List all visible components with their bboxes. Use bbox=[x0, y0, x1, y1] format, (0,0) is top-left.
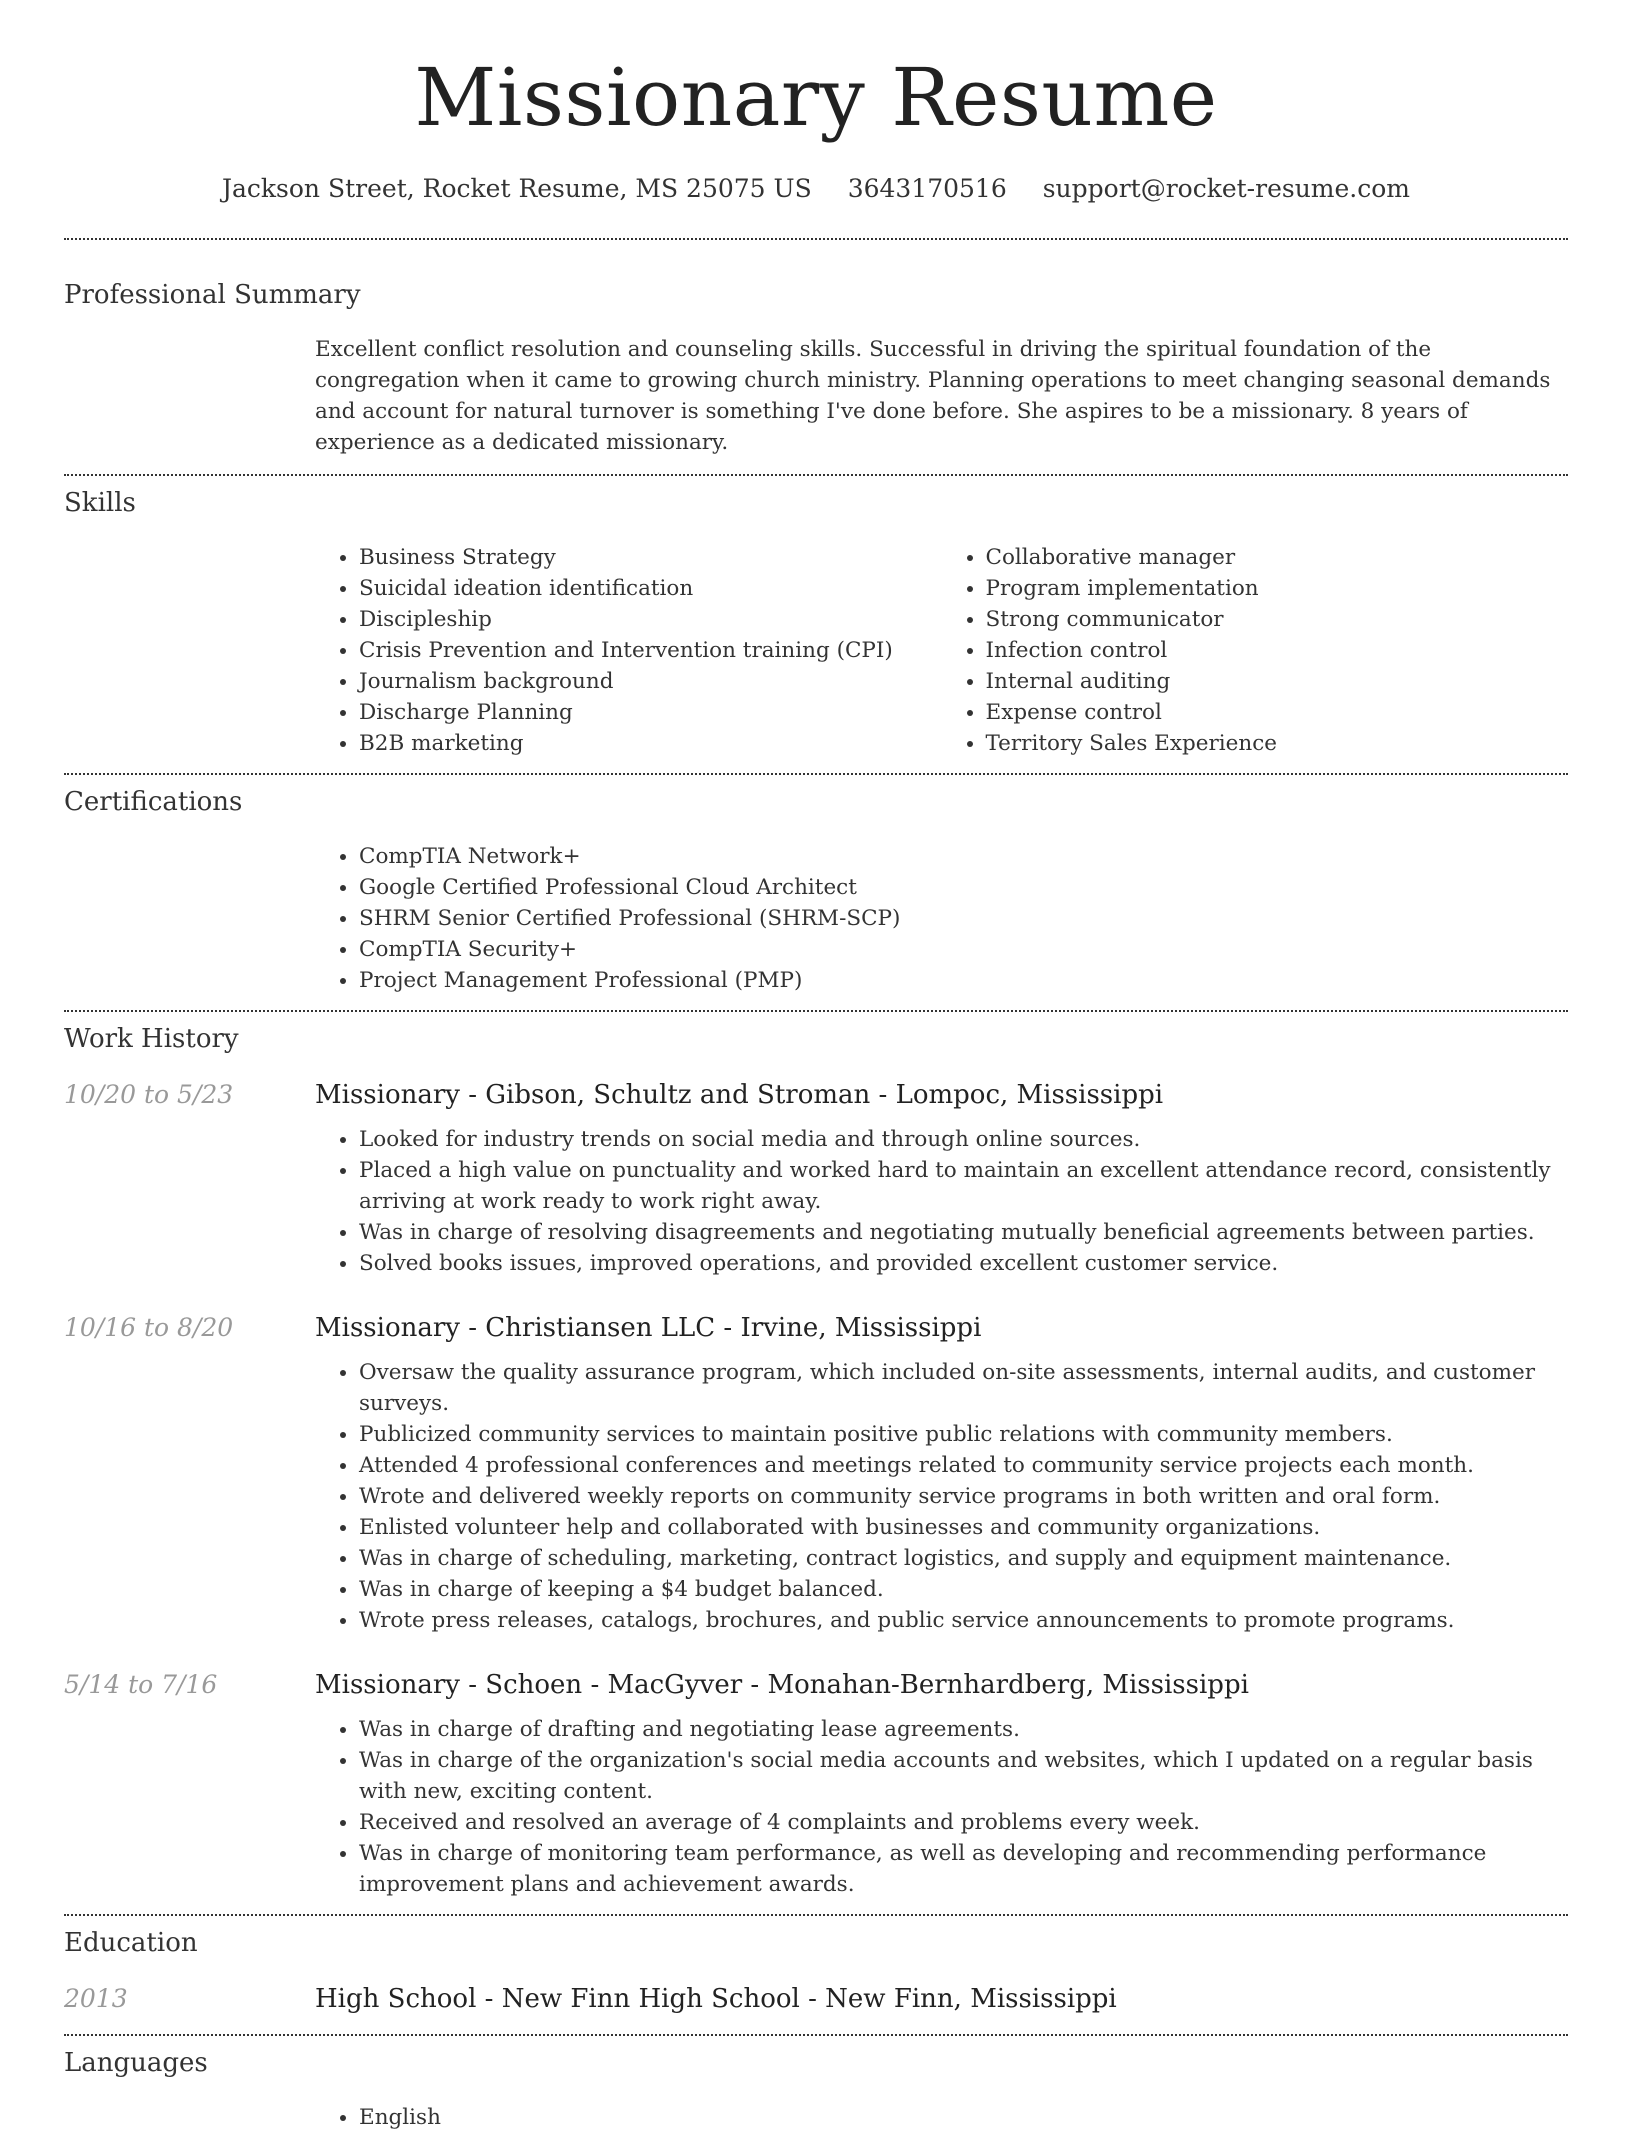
email: support@rocket-resume.com bbox=[1042, 174, 1411, 203]
skills-column-right bbox=[942, 542, 1569, 759]
job-dates: 10/16 to 8/20 bbox=[64, 1313, 234, 1342]
job-entry bbox=[64, 1670, 1568, 1900]
summary-text: Excellent conflict resolution and counseling skills. Successful in driving the spiritual foundation of the congregation when it came to growing church ministry. Planning operations to meet changing seasonal demands and account for natural turnover is something I've done before. She aspires to be a missionary. 8 years of experience as a dedicated missionary. bbox=[315, 337, 1551, 455]
divider bbox=[64, 773, 1568, 775]
list-item: • Publicized community services to maintain positive public relations with community members. bbox=[359, 1419, 1568, 1450]
skills-column-left bbox=[315, 542, 942, 759]
list-item: • Wrote and delivered weekly reports on community service programs in both written and oral form. bbox=[359, 1481, 1568, 1512]
divider bbox=[64, 238, 1568, 240]
list-item: • Collaborative manager bbox=[986, 542, 1569, 573]
list-item: • Journalism background bbox=[359, 666, 942, 697]
list-item: • Enlisted volunteer help and collaborated with businesses and community organizations. bbox=[359, 1512, 1568, 1543]
education-entry bbox=[64, 1984, 1568, 2014]
divider bbox=[64, 474, 1568, 476]
divider bbox=[64, 2034, 1568, 2036]
list-item: • Was in charge of resolving disagreements and negotiating mutually beneficial agreements between parties. bbox=[359, 1217, 1568, 1248]
list-item: • Internal auditing bbox=[986, 666, 1569, 697]
job-title: Missionary - Christiansen LLC - Irvine, Mississippi bbox=[315, 1313, 982, 1343]
list-item: • Infection control bbox=[986, 635, 1569, 666]
list-item: • Looked for industry trends on social media and through online sources. bbox=[359, 1124, 1568, 1155]
divider bbox=[64, 1914, 1568, 1916]
job-bullets bbox=[315, 1357, 1568, 1636]
list-item: • Attended 4 professional conferences and meetings related to community service projects each month. bbox=[359, 1450, 1568, 1481]
list-item: • Suicidal ideation identification bbox=[359, 573, 942, 604]
certifications-list bbox=[315, 841, 1568, 996]
list-item: • CompTIA Security+ bbox=[359, 934, 1568, 965]
list-item: • CompTIA Network+ bbox=[359, 841, 1568, 872]
list-item: • Placed a high value on punctuality and worked hard to maintain an excellent attendance record, consistently arriving at work ready to work right away. bbox=[359, 1155, 1568, 1217]
education-year: 2013 bbox=[64, 1984, 128, 2013]
list-item: • Strong communicator bbox=[986, 604, 1569, 635]
list-item: • Was in charge of scheduling, marketing, contract logistics, and supply and equipment maintenance. bbox=[359, 1543, 1568, 1574]
section-title-work-history: Work History bbox=[64, 1024, 239, 1054]
list-item: • Was in charge of drafting and negotiating lease agreements. bbox=[359, 1714, 1568, 1745]
address: Jackson Street, Rocket Resume, MS 25075 US bbox=[221, 174, 812, 203]
list-item: • Solved books issues, improved operations, and provided excellent customer service. bbox=[359, 1248, 1568, 1279]
list-item: • Was in charge of keeping a $4 budget balanced. bbox=[359, 1574, 1568, 1605]
list-item: • Was in charge of the organization's social media accounts and websites, which I updated on a regular basis with new, exciting content. bbox=[359, 1745, 1568, 1807]
list-item: • Received and resolved an average of 4 complaints and problems every week. bbox=[359, 1807, 1568, 1838]
contact-line bbox=[64, 174, 1568, 203]
list-item: • English bbox=[359, 2102, 1568, 2133]
list-item: • Was in charge of monitoring team performance, as well as developing and recommending performance improvement plans and achievement awards. bbox=[359, 1838, 1568, 1900]
list-item: • Google Certified Professional Cloud Architect bbox=[359, 872, 1568, 903]
section-title-summary: Professional Summary bbox=[64, 280, 361, 310]
skills-list bbox=[315, 542, 1568, 759]
section-title-skills: Skills bbox=[64, 488, 136, 518]
section-title-certifications: Certifications bbox=[64, 787, 243, 817]
list-item: • Discipleship bbox=[359, 604, 942, 635]
list-item: • SHRM Senior Certified Professional (SHRM-SCP) bbox=[359, 903, 1568, 934]
list-item: • B2B marketing bbox=[359, 728, 942, 759]
resume-title: Missionary Resume bbox=[414, 51, 1218, 144]
list-item: • Project Management Professional (PMP) bbox=[359, 965, 1568, 996]
divider bbox=[64, 1010, 1568, 1012]
job-entry bbox=[64, 1080, 1568, 1279]
job-bullets bbox=[315, 1714, 1568, 1900]
job-title: Missionary - Gibson, Schultz and Stroman - Lompoc, Mississippi bbox=[315, 1080, 1164, 1110]
job-dates: 10/20 to 5/23 bbox=[64, 1080, 234, 1109]
phone: 3643170516 bbox=[847, 174, 1007, 203]
section-title-languages: Languages bbox=[64, 2048, 208, 2078]
list-item: • Business Strategy bbox=[359, 542, 942, 573]
education-title: High School - New Finn High School - New Finn, Mississippi bbox=[315, 1984, 1117, 2014]
list-item: • Program implementation bbox=[986, 573, 1569, 604]
list-item: • Crisis Prevention and Intervention training (CPI) bbox=[359, 635, 942, 666]
list-item: • Expense control bbox=[986, 697, 1569, 728]
list-item: • Discharge Planning bbox=[359, 697, 942, 728]
languages-list bbox=[315, 2102, 1568, 2133]
section-title-education: Education bbox=[64, 1928, 198, 1958]
job-bullets bbox=[315, 1124, 1568, 1279]
list-item: • Oversaw the quality assurance program, which included on-site assessments, internal audits, and customer surveys. bbox=[359, 1357, 1568, 1419]
list-item: • Territory Sales Experience bbox=[986, 728, 1569, 759]
job-entry bbox=[64, 1313, 1568, 1636]
job-title: Missionary - Schoen - MacGyver - Monahan-Bernhardberg, Mississippi bbox=[315, 1670, 1249, 1700]
job-dates: 5/14 to 7/16 bbox=[64, 1670, 218, 1699]
list-item: • Wrote press releases, catalogs, brochures, and public service announcements to promote programs. bbox=[359, 1605, 1568, 1636]
